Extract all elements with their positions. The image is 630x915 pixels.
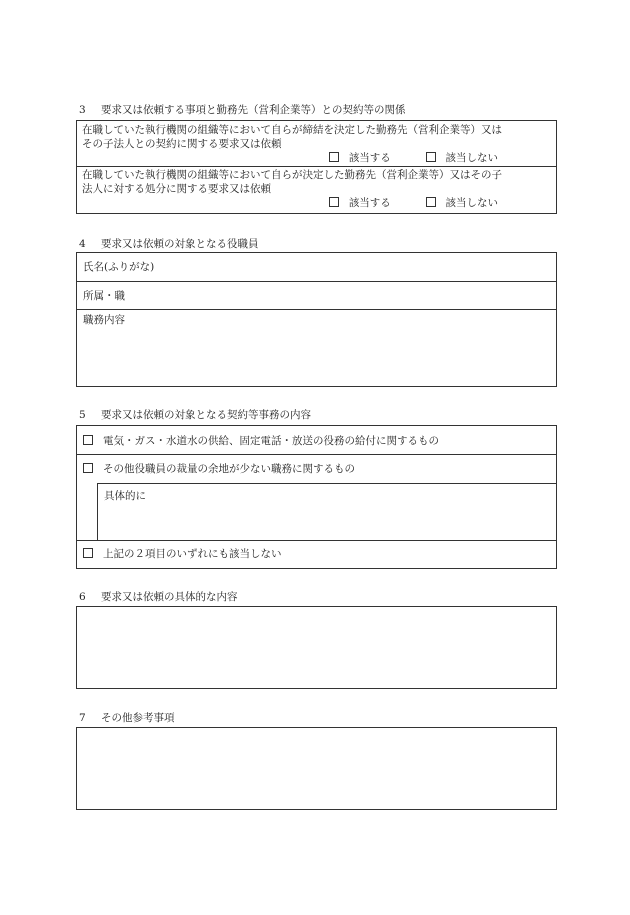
- section-3-number: 3: [79, 104, 86, 116]
- section-5-table: [76, 425, 557, 569]
- disposition-not-applicable-checkbox[interactable]: [426, 197, 436, 207]
- low-discretion-label: その他役職員の裁量の余地が少ない職務に関するもの: [103, 463, 355, 475]
- disposition-relation-line2: 法人に対する処分に関する要求又は依頼: [82, 183, 271, 195]
- duties-label: 職務内容: [83, 314, 125, 326]
- section-6-title: [79, 590, 238, 604]
- utility-services-option: [83, 434, 439, 448]
- section-4-number: 4: [79, 238, 86, 250]
- divider: [77, 454, 556, 455]
- specifics-label: 具体的に: [104, 490, 146, 502]
- divider: [97, 483, 98, 540]
- affiliation-position-label: 所属・職: [83, 290, 125, 302]
- disposition-relation-row: [77, 168, 556, 210]
- section-4-title-text: 要求又は依頼の対象となる役職員: [101, 238, 259, 250]
- utility-services-checkbox[interactable]: [83, 435, 93, 445]
- section-6-title-text: 要求又は依頼の具体的な内容: [101, 591, 238, 603]
- disposition-applicable-checkbox[interactable]: [329, 197, 339, 207]
- section-3-title: [79, 103, 406, 117]
- name-furigana-label: 氏名(ふりがな): [83, 261, 155, 273]
- contract-applicable-label: 該当する: [348, 152, 391, 164]
- contract-not-applicable-checkbox[interactable]: [426, 152, 436, 162]
- contract-relation-line2: その子法人との契約に関する要求又は依頼: [82, 138, 282, 150]
- contract-relation-row: [77, 123, 556, 165]
- none-applicable-label: 上記の２項目のいずれにも該当しない: [103, 548, 282, 560]
- section-5-number: 5: [79, 409, 86, 421]
- contract-applicable-checkbox[interactable]: [329, 152, 339, 162]
- contract-relation-options: [82, 151, 556, 165]
- disposition-relation-line1: 在職していた執行機関の組織等において自らが決定した勤務先（営利企業等）又はその子: [82, 169, 502, 181]
- disposition-applicable-label: 該当する: [348, 197, 391, 209]
- section-6-number: 6: [79, 591, 86, 603]
- divider: [77, 309, 556, 310]
- divider: [97, 483, 556, 484]
- divider: [77, 281, 556, 282]
- none-applicable-option: [83, 547, 282, 561]
- section-7-title-text: その他参考事項: [101, 712, 175, 724]
- section-3-table: [76, 120, 557, 214]
- section-7-title: [79, 711, 175, 725]
- section-4-table: [76, 252, 557, 387]
- section-7-number: 7: [79, 712, 86, 724]
- low-discretion-option: [83, 462, 355, 476]
- utility-services-label: 電気・ガス・水道水の供給、固定電話・放送の役務の給付に関するもの: [103, 435, 439, 447]
- contract-not-applicable-label: 該当しない: [445, 152, 498, 164]
- request-details-box[interactable]: [76, 606, 557, 689]
- section-5-title: [79, 408, 311, 422]
- other-reference-box[interactable]: [76, 727, 557, 810]
- section-3-title-text: 要求又は依頼する事項と勤務先（営利企業等）との契約等の関係: [101, 104, 406, 116]
- contract-relation-line1: 在職していた執行機関の組織等において自らが締結を決定した勤務先（営利企業等）又は: [82, 124, 502, 136]
- section-4-title: [79, 237, 259, 251]
- low-discretion-checkbox[interactable]: [83, 463, 93, 473]
- disposition-relation-options: [82, 196, 556, 210]
- divider: [77, 540, 556, 541]
- divider: [77, 166, 556, 167]
- none-applicable-checkbox[interactable]: [83, 548, 93, 558]
- section-5-title-text: 要求又は依頼の対象となる契約等事務の内容: [101, 409, 311, 421]
- disposition-not-applicable-label: 該当しない: [445, 197, 498, 209]
